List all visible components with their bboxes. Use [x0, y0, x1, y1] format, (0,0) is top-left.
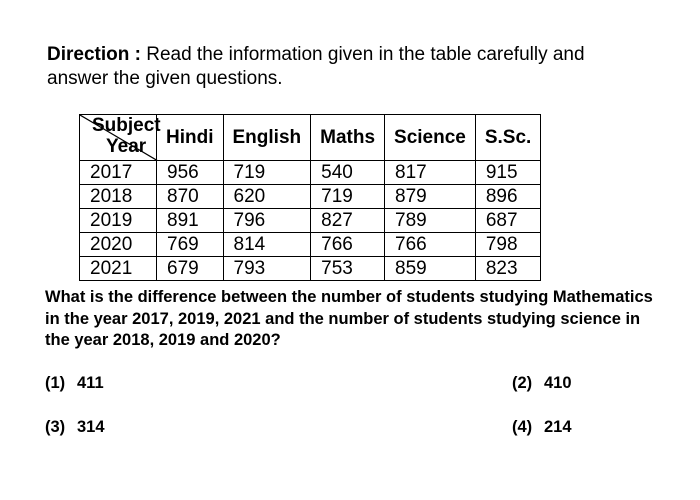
year-cell: 2019 — [80, 209, 157, 233]
value-cell: 891 — [157, 209, 224, 233]
table-row — [80, 185, 541, 209]
value-cell: 859 — [385, 257, 476, 281]
value-cell: 915 — [475, 161, 540, 185]
header-row — [80, 115, 541, 161]
option-value: 410 — [544, 374, 572, 392]
value-cell: 896 — [475, 185, 540, 209]
value-cell: 827 — [311, 209, 385, 233]
column-header: S.Sc. — [475, 115, 540, 161]
year-cell: 2017 — [80, 161, 157, 185]
value-cell: 766 — [385, 233, 476, 257]
value-cell: 817 — [385, 161, 476, 185]
value-cell: 620 — [223, 185, 311, 209]
direction-body: Read the information given in the table carefully and answer the given questions. — [47, 44, 585, 89]
option-number: (2) — [512, 374, 533, 392]
column-header: English — [223, 115, 311, 161]
value-cell: 879 — [385, 185, 476, 209]
option-number: (1) — [45, 374, 66, 392]
value-cell: 789 — [385, 209, 476, 233]
year-cell: 2021 — [80, 257, 157, 281]
value-cell: 796 — [223, 209, 311, 233]
column-header: Science — [385, 115, 476, 161]
option-4[interactable] — [512, 418, 572, 437]
option-2[interactable] — [512, 374, 572, 393]
option-value: 411 — [77, 374, 104, 392]
corner-header-cell — [80, 115, 161, 161]
option-3[interactable] — [45, 418, 105, 437]
value-cell: 719 — [223, 161, 311, 185]
value-cell: 753 — [311, 257, 385, 281]
option-number: (4) — [512, 418, 533, 436]
value-cell: 823 — [475, 257, 540, 281]
value-cell: 766 — [311, 233, 385, 257]
value-cell: 540 — [311, 161, 385, 185]
value-cell: 769 — [157, 233, 224, 257]
data-table — [79, 114, 541, 281]
value-cell: 719 — [311, 185, 385, 209]
question-text: What is the difference between the number of students studying Mathematics in the year 2017, 2019, 2021 and the number of students studying science in the year 2018, 2019 and 2020? — [45, 288, 653, 349]
table-row — [80, 161, 541, 185]
column-header: Hindi — [157, 115, 224, 161]
value-cell: 956 — [157, 161, 224, 185]
option-value: 314 — [77, 418, 105, 436]
corner-year-label: Year — [106, 136, 147, 157]
table-row — [80, 233, 541, 257]
year-cell: 2020 — [80, 233, 157, 257]
option-number: (3) — [45, 418, 66, 436]
value-cell: 814 — [223, 233, 311, 257]
option-value: 214 — [544, 418, 572, 436]
direction-text — [47, 43, 607, 91]
direction-label: Direction : — [47, 44, 141, 65]
value-cell: 679 — [157, 257, 224, 281]
year-cell: 2018 — [80, 185, 157, 209]
table-row — [80, 257, 541, 281]
corner-subject-label: Subject — [92, 115, 161, 136]
option-1[interactable] — [45, 374, 104, 393]
value-cell: 870 — [157, 185, 224, 209]
value-cell: 793 — [223, 257, 311, 281]
table-row — [80, 209, 541, 233]
value-cell: 687 — [475, 209, 540, 233]
value-cell: 798 — [475, 233, 540, 257]
column-header: Maths — [311, 115, 385, 161]
